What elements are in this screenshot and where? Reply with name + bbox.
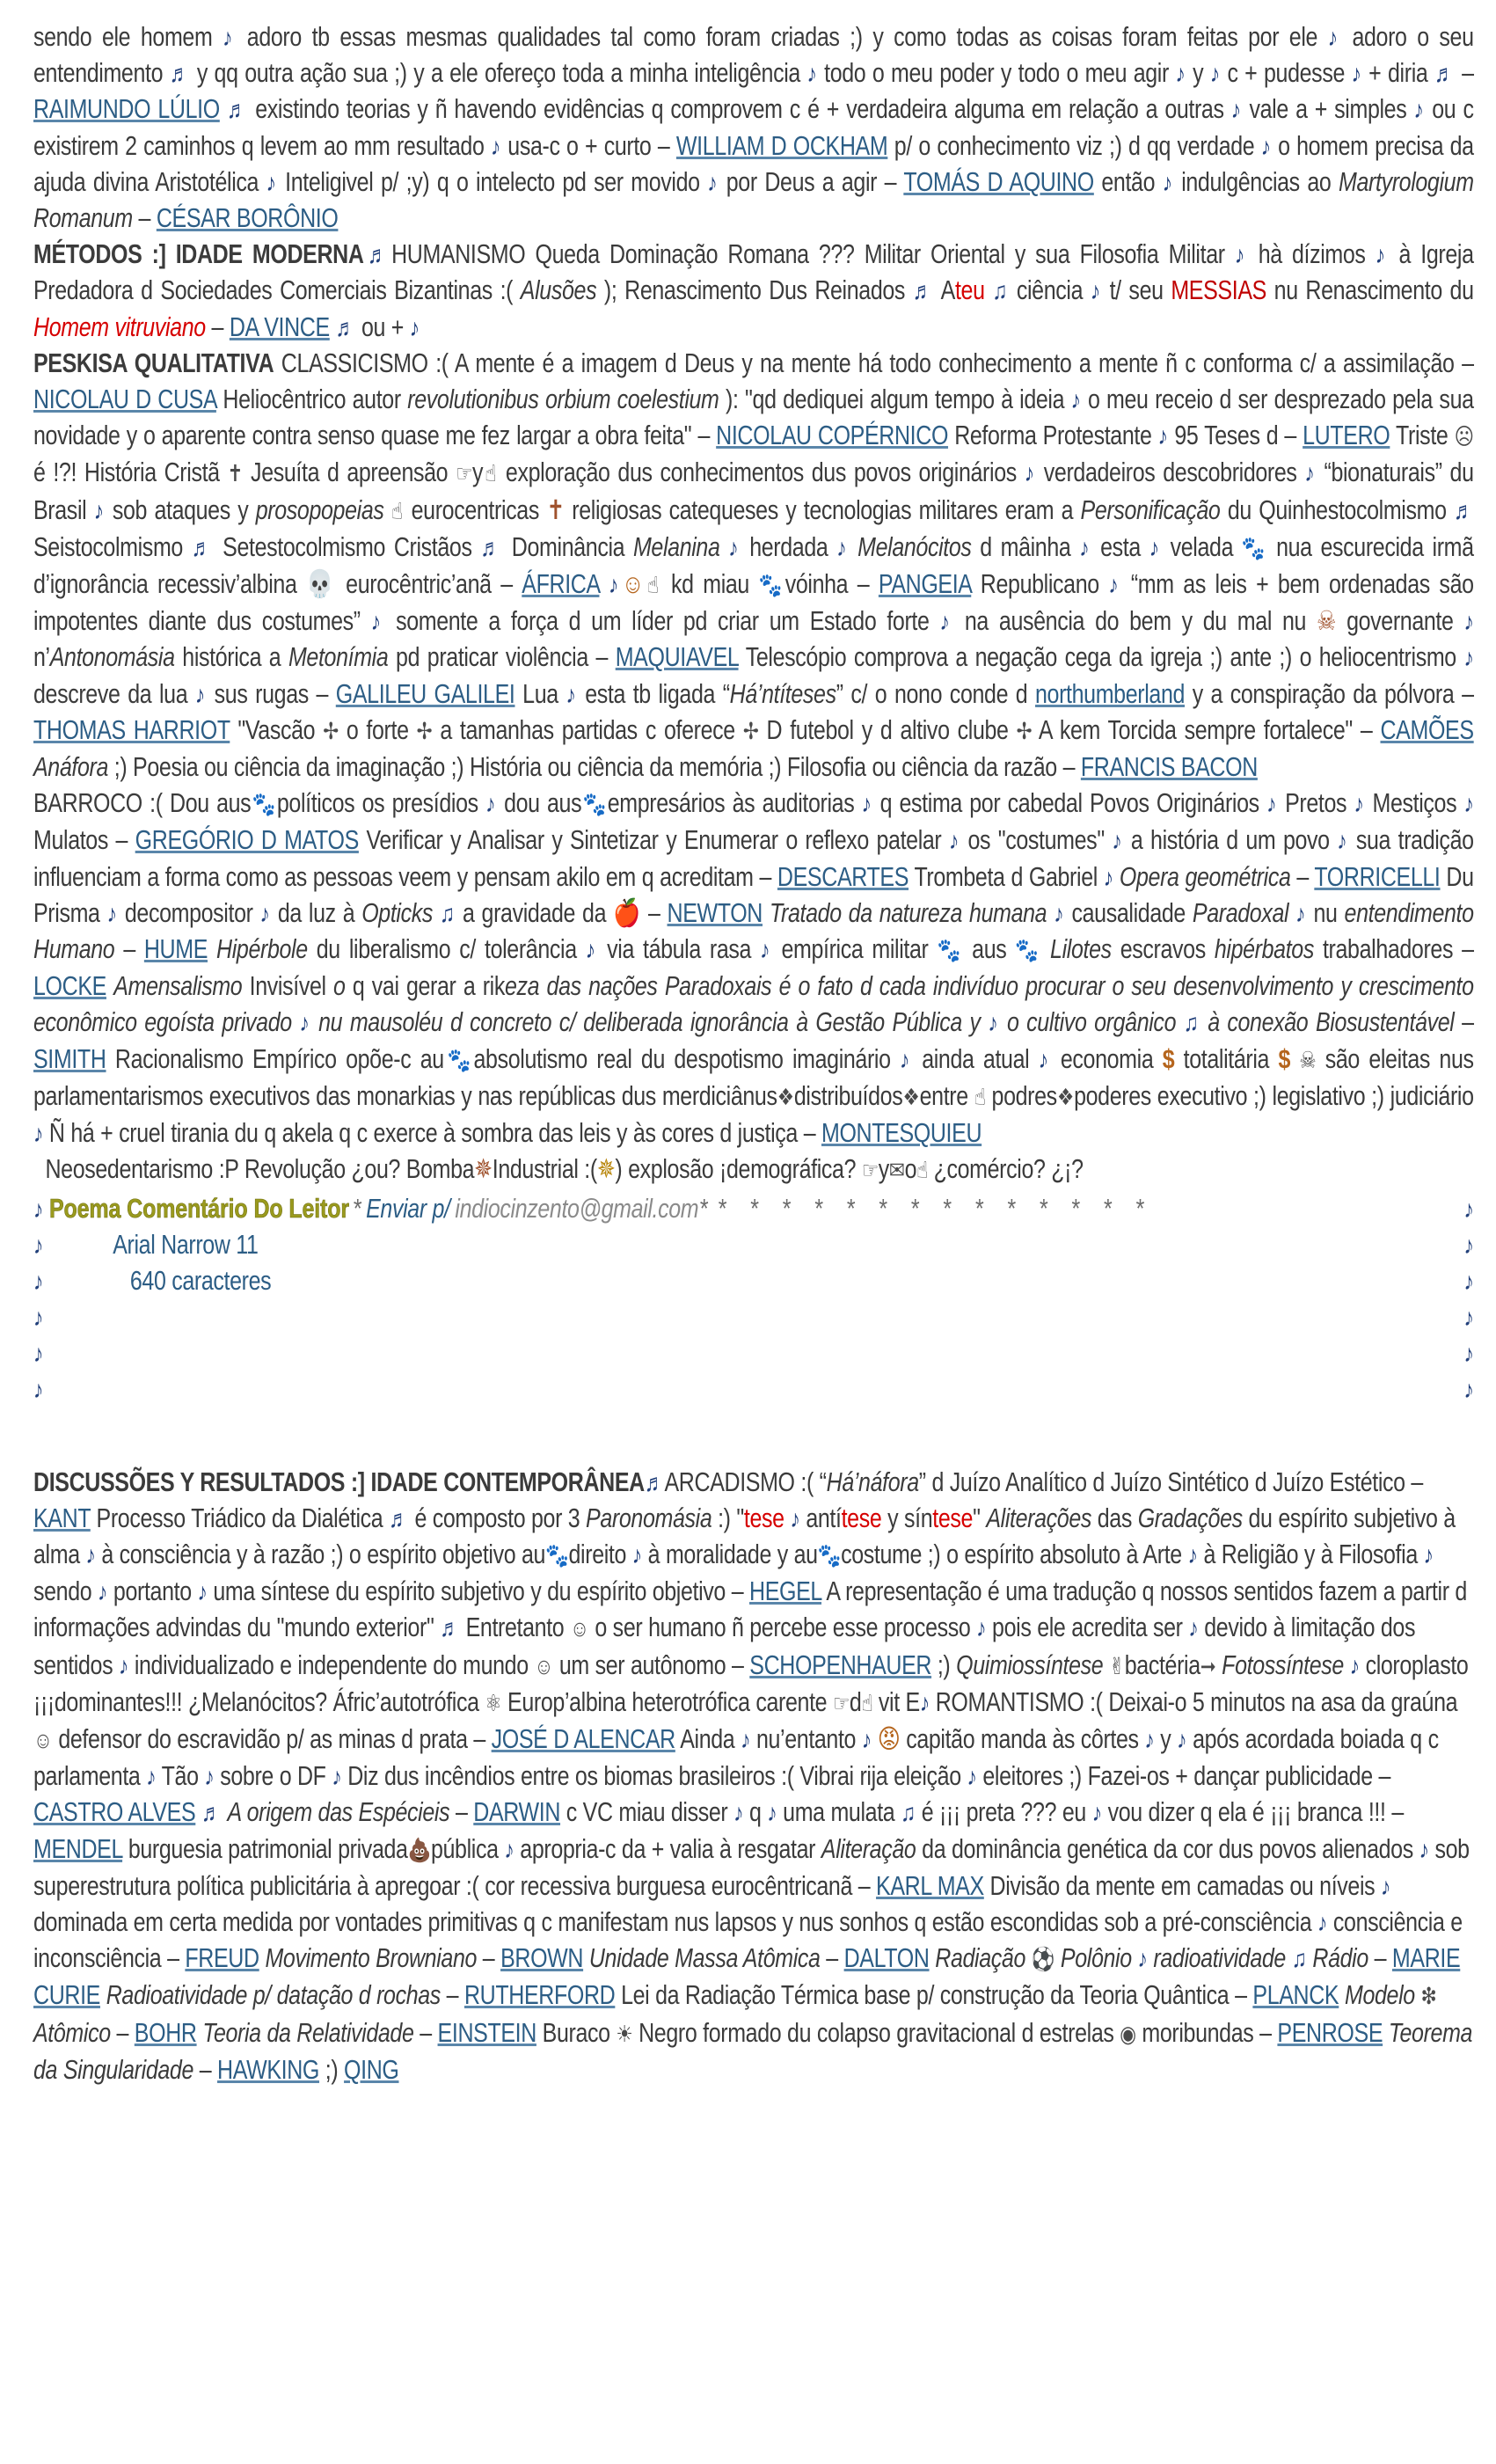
music-note-right-1: ♪ [1463,1231,1474,1259]
paragraph-barroco: BARROCO :( Dou aus🐾políticos os presídios ♪ dou aus🐾empresários às auditorias ♪ q estima por cabedal Povos Originários ♪ Pretos ♪ Mestiços ♪ Mulatos – GREGÓRIO D MATOS Verificar y Analisar y Sintetizar y Enumerar o reflexo patelar ♪ os "costumes" ♪ a história d um povo ♪ sua tradição influenciam a forma como as pessoas veem y pensam akilo em q acreditam – DESCARTES Trombeta d Gabriel ♪ Opera geométrica – TORRICELLI Du Prisma ♪ decompositor ♪ da luz à Opticks ♫ a gravidade da 🍎 – NEWTON Tratado da natureza humana ♪ causalidade Paradoxal ♪ nu entendimento Humano – HUME Hipérbole du liberalismo c/ tolerância ♪ via tábula rasa ♪ empírica militar 🐾 aus 🐾 Lilotes escravos hipérbatos trabalhadores – LOCKE Amensalismo Invisível o q vai gerar a rikeza das nações Paradoxais é o fato d cada indivíduo procurar o seu desenvolvimento y crescimento econômico egoísta privado ♪ nu mausoléu d concreto c/ deliberada ignorância à Gestão Pública y ♪ o cultivo orgânico ♫ à conexão Biosustentável – SIMITH Racionalismo Empírico opõe-c au🐾absolutismo real du despotismo imaginário ♪ ainda atual ♪ economia $ totalitária $ ☠ são eleitas nus parlamentarismos executivos das monarkias y nas repúblicas dus merdiciânus❖distribuídos❖entre ☝ podres❖poderes executivo ;) legislativo ;) judiciário ♪ Ñ há + cruel tirania du q akela q c exerce à sombra das leis y às cores d justiça – MONTESQUIEU [33,788,1474,1149]
comment-block-spacer [33,1408,1474,1465]
paragraph-intro: sendo ele homem ♪ adoro tb essas mesmas qualidades tal como foram criadas ;) y como todas as coisas foram feitas por ele ♪ adoro o seu entendimento ♬ y qq outra ação sua ;) y a ele ofereço toda a minha inteligência ♪ todo o meu poder y todo o meu agir ♪ y ♪ c + pudesse ♪ + diria ♬ – RAIMUNDO LÚLIO ♬ existindo teorias y ñ havendo evidências q comprovem c é + verdadeira alguma em relação a outras ♪ vale a + simples ♪ ou c existirem 2 caminhos q levem ao mm resultado ♪ usa-c o + curto – WILLIAM D OCKHAM p/ o conhecimento viz ;) d qq verdade ♪ o homem precisa da ajuda divina Aristotélica ♪ Inteligivel p/ ;y) q o intelecto pd ser movido ♪ por Deus a agir – TOMÁS D AQUINO então ♪ indulgências ao Martyrologium Romanum – CÉSAR BORÔNIO [33,22,1474,234]
paragraph-discussoes: DISCUSSÕES Y RESULTADOS :] IDADE CONTEMPORÂNEA♬ARCADISMO :( “Há’náfora” d Juízo Analítico d Juízo Sintético d Juízo Estético – KANT Processo Triádico da Dialética ♬ é composto por 3 Paronomásia :) "tese ♪ antítese y síntese" Aliterações das Gradações du espírito subjetivo à alma ♪ à consciência y à razão ;) o espírito objetivo au🐾direito ♪ à moralidade y au🐾costume ;) o espírito absoluto à Arte ♪ à Religião y à Filosofia ♪ sendo ♪ portanto ♪ uma síntese du espírito subjetivo y du espírito objetivo – HEGEL A representação é uma tradução q nossos sentidos fazem a partir d informações advindas du "mundo exterior" ♬ Entretanto ☺ o ser humano ñ percebe esse processo ♪ pois ele acredita ser ♪ devido à limitação dos sentidos ♪ individualizado e independente do mundo ☺ um ser autônomo – SCHOPENHAUER ;) Quimiossíntese ✌bactéria➞ Fotossíntese ♪ cloroplasto ¡¡¡dominantes!!! ¿Melanócitos? Áfric’autotrófica ⚛ Europ’albina heterotrófica carente ☞d☝ vit E♪ ROMANTISMO :( Deixai-o 5 minutos na asa da graúna ☺ defensor do escravidão p/ as minas d prata – JOSÉ D ALENCAR Ainda ♪ nu’entanto ♪ 😡 capitão manda às côrtes ♪ y ♪ após acordada boiada q c parlamenta ♪ Tão ♪ sobre o DF ♪ Diz dus incêndios entre os biomas brasileiros :( Vibrai rija eleição ♪ eleitores ;) Fazei-os + dançar publicidade – CASTRO ALVES ♬ A origem das Espécieis – DARWIN c VC miau disser ♪ q ♪ uma mulata ♫ é ¡¡¡ preta ??? eu ♪ vou dizer q ela é ¡¡¡ branca !!! – MENDEL burguesia patrimonial privada💩pública ♪ apropria-c da + valia à resgatar Aliteração da dominância genética da cor dus povos alienados ♪ sob superestrutura política publicitária à apregoar :( cor recessiva burguesa eurocêntricanã – KARL MAX Divisão da mente em camadas ou níveis ♪ dominada em certa medida por vontades primitivas q c manifestam nus lapsos y nus sonhos q estão escondidas sob a pré-consciência ♪ consciência e inconsciência – FREUD Movimento Browniano – BROWN Unidade Massa Atômica – DALTON Radiação ⚽ Polônio ♪ radioatividade ♫ Rádio – MARIE CURIE Radioatividade p/ datação d rochas – RUTHERFORD Lei da Radiação Térmica base p/ construção da Teoria Quântica – PLANCK Modelo ❇ Atômico – BOHR Teoria da Relatividade – EINSTEIN Buraco ☀ Negro formado du colapso gravitacional d estrelas ◉ moribundas – PENROSE Teorema da Singularidade – HAWKING ;) QING [33,1466,1473,2085]
asterisk-separator: * [353,1193,362,1224]
music-note-left-1: ♪ [33,1231,44,1259]
music-note-left-5: ♪ [33,1376,44,1404]
asterisk-run: * * * * * * * * * * * * * * [718,1193,1154,1224]
music-note-left-3: ♪ [33,1304,44,1332]
music-note-right-2: ♪ [1463,1267,1474,1295]
comment-empty-line-2[interactable] [33,1335,1474,1371]
font-spec-label: Arial Narrow 11 [113,1229,259,1260]
music-note-icon: ♪ [33,1195,44,1223]
music-note-right-5: ♪ [1463,1376,1474,1404]
reader-comment-block [33,1191,1474,1465]
paragraph-metodos: MÉTODOS :] IDADE MODERNA♬HUMANISMO Queda Dominação Romana ??? Militar Oriental y sua Filosofia Militar ♪ hà dízimos ♪ à Igreja Predadora d Sociedades Comerciais Bizantinas :( Alusões ); Renascimento Dus Reinados ♬ Ateu ♫ ciência ♪ t/ seu MESSIAS nu Renascimento du Homem vitruviano – DA VINCE ♬ ou + ♪ [33,239,1474,342]
char-count-label: 640 caracteres [129,1265,272,1296]
comment-title[interactable]: Poema Comentário Do Leitor [49,1193,349,1224]
document-body [33,19,1474,2088]
paragraph-peskisa: PESKISA QUALITATIVA CLASSICISMO :( A mente é a imagem d Deus y na mente há todo conhecimento a mente ñ c conforma c/ a assimilação – NICOLAU D CUSA Heliocêntrico autor revolutionibus orbium coelestium ): "qd dediquei algum tempo à ideia ♪ o meu receio d ser desprezado pela sua novidade y o aparente contra senso quase me fez largar a obra feita" – NICOLAU COPÉRNICO Reforma Protestante ♪ 95 Teses d – LUTERO Triste ☹ é !?! História Cristã ✝ Jesuíta d apreensão ☞y☝ exploração dus conhecimentos dus povos originários ♪ verdadeiros descobridores ♪ “bionaturais” du Brasil ♪ sob ataques y prosopopeias ☝ eurocentricas ✝ religiosas catequeses y tecnologias militares eram a Personificação du Quinhestocolmismo ♬ Seistocolmismo ♬ Setestocolmismo Cristãos ♬ Dominância Melanina ♪ herdada ♪ Melanócitos d mâinha ♪ esta ♪ velada 🐾 nua escurecida irmã d’ignorância recessiv’albina 💀 eurocêntric’anã – ÁFRICA ♪☺☝ kd miau 🐾vóinha – PANGEIA Republicano ♪ “mm as leis + bem ordenadas são impotentes diante dus costumes” ♪ somente a força d um líder pd criar um Estado forte ♪ na ausência do bem y du mal nu ☠ governante ♪ n’Antonomásia histórica a Metonímia pd praticar violência – MAQUIAVEL Telescópio comprova a negação cega da igreja ;) ante ;) o heliocentrismo ♪ descreve da lua ♪ sus rugas – GALILEU GALILEI Lua ♪ esta tb ligada “Há’ntíteses” c/ o nono conde d northumberland y a conspiração da pólvora – THOMAS HARRIOT "Vascão ✢ o forte ✢ a tamanhas partidas c oferece ✢ D futebol y d altivo clube ✢ A kem Torcida sempre fortalece" – CAMÕES Anáfora ;) Poesia ou ciência da imaginação ;) História ou ciência da memória ;) Filosofia ou ciência da razão – FRANCIS BACON [33,347,1474,783]
send-label: Enviar p/ [366,1193,450,1224]
music-note-right-3: ♪ [1463,1304,1474,1332]
contact-email[interactable]: indiocinzento@gmail.com [455,1193,699,1224]
asterisk-separator-2: * [699,1193,709,1224]
paragraph-neosedentarismo: Neosedentarismo :P Revolução ¿ou? Bomba✵Industrial :(✵) explosão ¡demográfica? ☞y✉o☝ ¿comércio? ¿¡? [33,1154,1084,1185]
comment-font-line [33,1227,1474,1263]
music-note-right-4: ♪ [1463,1340,1474,1368]
comment-empty-line-3[interactable] [33,1371,1474,1407]
music-note-left-2: ♪ [33,1267,44,1295]
comment-header-line [33,1191,1474,1227]
comment-empty-line-1[interactable] [33,1299,1474,1335]
music-note-left-4: ♪ [33,1340,44,1368]
comment-charcount-line [33,1263,1474,1299]
music-note-right-0: ♪ [1463,1195,1474,1223]
